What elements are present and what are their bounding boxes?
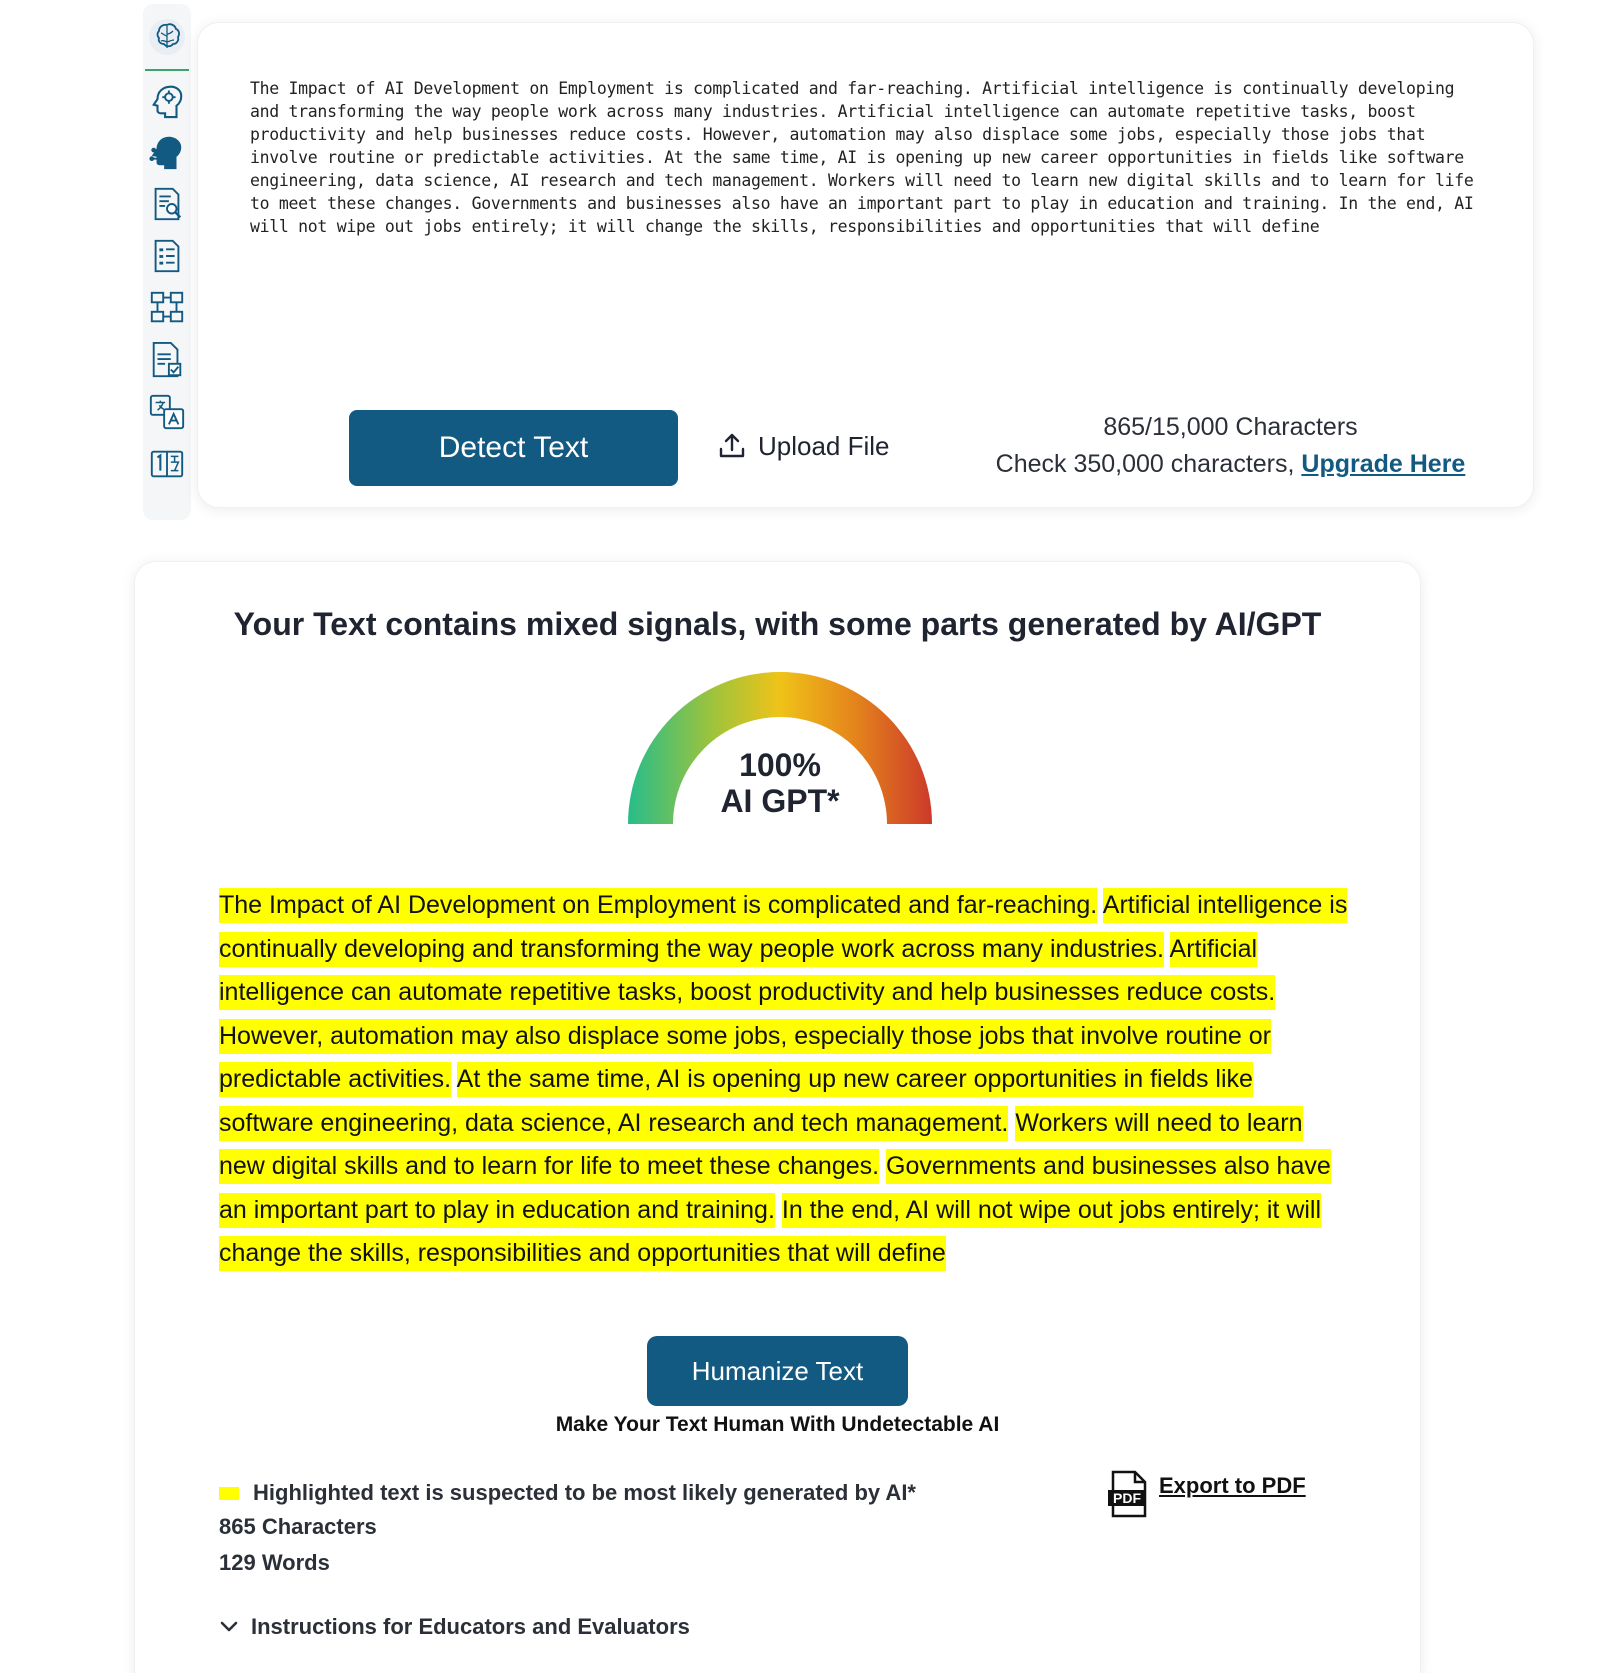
gauge-label (628, 747, 932, 819)
highlighted-sentence: Artificial intelligence can automate repetitive tasks, boost productivity and help businesses reduce costs. (219, 932, 1275, 1011)
highlight-legend (219, 1480, 916, 1506)
highlighted-sentence: At the same time, AI is opening up new career opportunities in fields like software engineering, data science, AI research and tech management. (219, 1062, 1253, 1141)
character-count: 865/15,000 Characters (1103, 413, 1358, 441)
number-converter-icon[interactable] (145, 442, 189, 486)
upload-file-button[interactable] (718, 426, 890, 466)
upgrade-link[interactable]: Upgrade Here (1301, 450, 1466, 478)
pdf-badge-text: PDF (1113, 1490, 1141, 1506)
gauge-caption: AI GPT* (720, 783, 840, 819)
text-input-area[interactable]: The Impact of AI Development on Employment is complicated and far-reaching. Artificial intelligence is continually developing and transforming the way people work across many industries. Artificial intelligence can automate repetitive tasks, boost productivity and help businesses reduce costs. However, automation may also displace some jobs, especially those jobs that involve routine or predictable activities. At the same time, AI is opening up new career opportunities in fields like software engineering, data science, AI research and tech management. Workers will need to learn new digital skills and to learn for life to meet these changes. Governments and businesses also have an important part to play in education and training. In the end, AI will not wipe out jobs entirely; it will change the skills, responsibilities and opportunities that will define (250, 79, 1474, 236)
pdf-file-icon (1107, 1470, 1149, 1518)
instructions-toggle[interactable] (219, 1614, 690, 1640)
legend-label: Highlighted text is suspected to be most likely generated by AI* (253, 1480, 916, 1505)
translate-icon[interactable] (145, 390, 189, 434)
highlighted-sentence: Governments and businesses also have an important part to play in education and training. (219, 1149, 1331, 1228)
highlighted-sentence: Artificial intelligence is continually developing and transforming the way people work across many industries. (219, 888, 1347, 967)
result-card (134, 561, 1421, 1673)
upgrade-line (958, 446, 1503, 483)
instructions-label: Instructions for Educators and Evaluators (251, 1614, 690, 1639)
document-check-icon[interactable] (145, 338, 189, 382)
document-search-icon[interactable] (145, 182, 189, 226)
sidebar-separator (145, 69, 189, 71)
ai-head-icon[interactable] (145, 78, 189, 122)
highlighted-sentence: In the end, AI will not wipe out jobs entirely; it will change the skills, responsibilities and opportunities that will define (219, 1193, 1321, 1272)
upgrade-prefix: Check 350,000 characters, (995, 450, 1302, 478)
export-pdf-button[interactable] (1107, 1470, 1306, 1518)
result-title: Your Text contains mixed signals, with some parts generated by AI/GPT (233, 606, 1322, 642)
humanize-text-button[interactable]: Humanize Text (647, 1336, 908, 1406)
humanize-subtitle: Make Your Text Human With Undetectable AI (555, 1413, 1000, 1436)
character-info (958, 409, 1503, 483)
detect-text-button[interactable]: Detect Text (349, 410, 678, 486)
word-total: 129 Words (219, 1550, 330, 1575)
gauge-percent: 100% (739, 747, 821, 783)
character-total: 865 Characters (219, 1514, 377, 1539)
highlighted-sentence: However, automation may also displace some jobs, especially those jobs that involve routine or predictable activities. (219, 1019, 1271, 1098)
sidebar (143, 4, 191, 520)
input-card (197, 22, 1534, 508)
human-head-icon[interactable] (145, 130, 189, 174)
highlighted-sentence: Workers will need to learn new digital skills and to learn for life to meet these changes. (219, 1106, 1303, 1185)
highlighted-sentence: The Impact of AI Development on Employment is complicated and far-reaching. (219, 888, 1097, 923)
document-list-icon[interactable] (145, 234, 189, 278)
export-pdf-label: Export to PDF (1159, 1473, 1306, 1498)
chevron-down-icon (219, 1620, 239, 1634)
upload-file-label: Upload File (758, 430, 890, 461)
brain-logo-icon[interactable] (144, 10, 190, 64)
highlight-swatch (219, 1487, 239, 1500)
analyzed-text (219, 884, 1349, 1276)
flowchart-icon[interactable] (145, 286, 189, 330)
upload-icon (718, 432, 746, 460)
